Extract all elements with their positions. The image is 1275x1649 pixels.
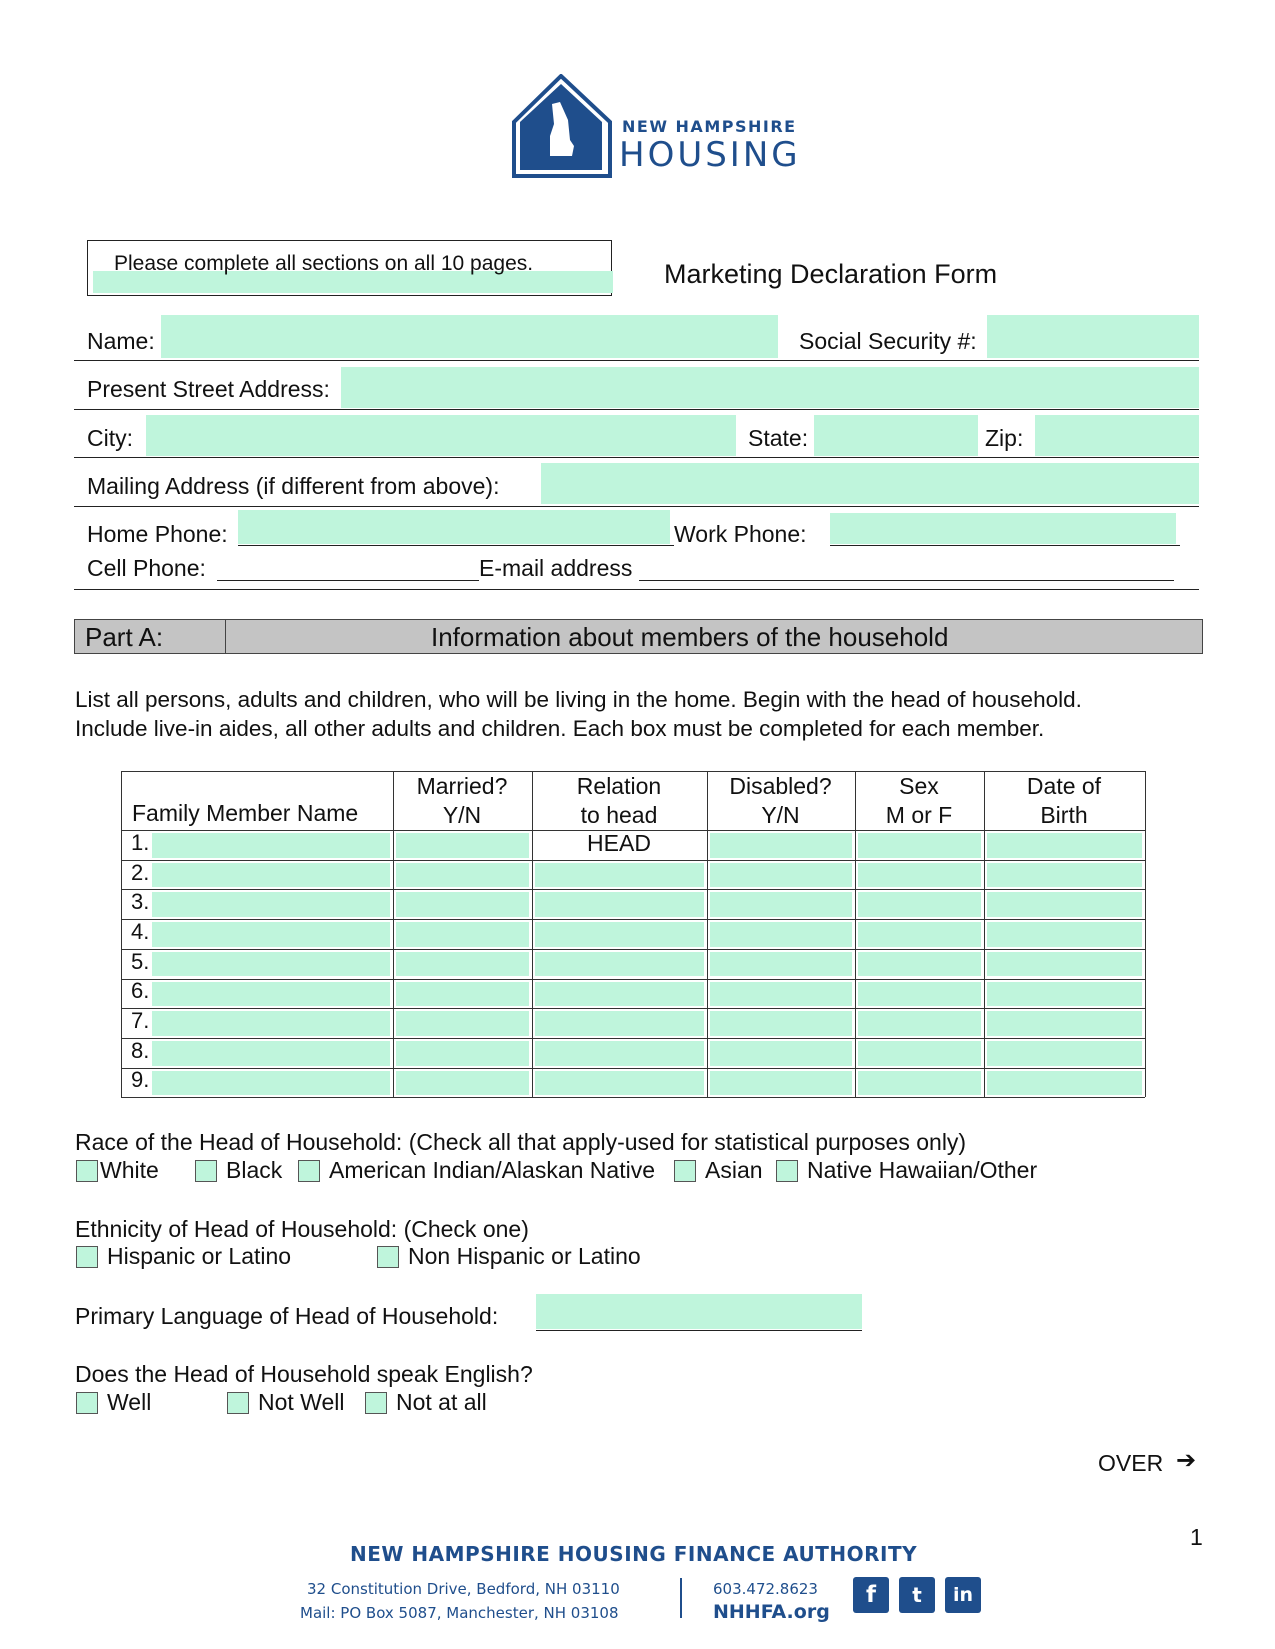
race-american-indian-checkbox[interactable] [298,1160,320,1182]
home-phone-label: Home Phone: [87,521,228,547]
footer-website: NHHFA.org [713,1601,830,1623]
work-phone-label: Work Phone: [674,521,807,547]
cell-married-input[interactable] [396,1071,529,1096]
table-row-line [121,771,1145,772]
row-number: 5. [131,949,150,974]
table-column-line [855,771,856,1097]
table-column-line [393,771,394,1097]
race-black-checkbox[interactable] [195,1160,217,1182]
cell-married-input[interactable] [396,833,529,858]
race-american-indian-label: American Indian/Alaskan Native [329,1157,655,1183]
row-number: 6. [131,978,150,1003]
col-header-sex: Sex M or F [885,773,953,828]
race-white-label: White [100,1157,159,1183]
col-header-married: Married? Y/N [416,773,508,828]
part-a-header [74,619,1203,654]
cell-married-input[interactable] [396,952,529,977]
mailing-label: Mailing Address (if different from above): [87,473,500,499]
row-number: 8. [131,1038,150,1063]
part-a-label: Part A: [85,622,164,652]
footer-phone: 603.472.8623 [713,1580,818,1598]
language-question: Primary Language of Head of Household: [75,1303,499,1329]
race-native-hawaiian-label: Native Hawaiian/Other [807,1157,1038,1183]
logo-line2: HOUSING [619,135,801,175]
ethnicity-non-hispanic-checkbox[interactable] [377,1246,399,1268]
table-column-line [707,771,708,1097]
cell-dob-input[interactable] [987,1041,1142,1066]
home-phone-underline [238,545,674,546]
table-row-line [121,860,1145,861]
form-title: Marketing Declaration Form [664,259,998,289]
cell-relation-input[interactable] [535,1011,704,1036]
cell-dob-input[interactable] [987,1011,1142,1036]
city-label: City: [87,425,133,451]
cell-relation-input[interactable] [535,952,704,977]
cell-sex-input[interactable] [858,833,981,858]
race-native-hawaiian-checkbox[interactable] [776,1160,798,1182]
cell-relation-input[interactable] [535,1071,704,1096]
cell-name-input[interactable] [152,1071,390,1096]
part-a-divider [225,620,226,653]
row-number: 4. [131,919,150,944]
cell-name-input[interactable] [152,1041,390,1066]
footer-separator [680,1578,682,1618]
row-number: 7. [131,1008,150,1033]
col-header-relation: Relation to head [576,773,662,828]
cell-dob-input[interactable] [987,952,1142,977]
race-asian-label: Asian [705,1157,763,1183]
english-well-label: Well [107,1389,152,1415]
head-relation-value: HEAD [587,830,651,856]
english-not-well-checkbox[interactable] [227,1392,249,1414]
zip-label: Zip: [985,425,1024,451]
mailing-input[interactable] [541,463,1199,504]
cell-name-input[interactable] [152,863,390,888]
divider [74,506,1199,507]
footer-org: NEW HAMPSHIRE HOUSING FINANCE AUTHORITY [350,1542,918,1566]
cell-dob-input[interactable] [987,982,1142,1007]
cell-married-input[interactable] [396,892,529,917]
cell-married-input[interactable] [396,863,529,888]
race-asian-checkbox[interactable] [674,1160,696,1182]
street-label: Present Street Address: [87,376,330,402]
table-column-line [532,771,533,1097]
ethnicity-non-hispanic-label: Non Hispanic or Latino [408,1243,641,1269]
row-number: 3. [131,889,150,914]
cell-dob-input[interactable] [987,1071,1142,1096]
work-phone-underline [830,545,1180,546]
cell-sex-input[interactable] [858,1041,981,1066]
work-phone-input[interactable] [830,513,1176,544]
cell-name-input[interactable] [152,1011,390,1036]
cell-disabled-input[interactable] [710,952,852,977]
race-black-label: Black [226,1157,283,1183]
notice-box [87,240,612,296]
cell-phone-label: Cell Phone: [87,555,206,581]
house-logo-icon [510,74,612,178]
home-phone-input[interactable] [238,510,670,544]
part-a-title: Information about members of the household [431,622,949,652]
divider [74,360,1199,361]
cell-disabled-input[interactable] [710,833,852,858]
col-header-disabled: Disabled? Y/N [729,773,832,828]
cell-married-input[interactable] [396,1041,529,1066]
ethnicity-question: Ethnicity of Head of Household: (Check one) [75,1216,529,1242]
city-input[interactable] [146,415,736,456]
name-input[interactable] [161,315,778,358]
cell-sex-input[interactable] [858,922,981,947]
email-underline[interactable] [639,580,1174,581]
cell-married-input[interactable] [396,982,529,1007]
street-input[interactable] [341,367,1199,408]
divider [74,409,1199,410]
cell-relation-input[interactable] [535,982,704,1007]
divider [74,589,1199,590]
table-row-line [121,979,1145,980]
cell-sex-input[interactable] [858,863,981,888]
language-input[interactable] [536,1294,862,1329]
cell-disabled-input[interactable] [710,1071,852,1096]
english-question: Does the Head of Household speak English? [75,1361,533,1387]
over-label: OVER [1098,1450,1164,1476]
language-underline [536,1330,862,1331]
english-not-well-label: Not Well [258,1389,345,1415]
race-question: Race of the Head of Household: (Check all that apply-used for statistical purposes only) [75,1129,967,1155]
col-header-name: Family Member Name [132,800,359,826]
english-not-at-all-checkbox[interactable] [365,1392,387,1414]
table-row-line [121,949,1145,950]
table-row-line [121,889,1145,890]
cell-phone-underline[interactable] [217,580,479,581]
cell-married-input[interactable] [396,1011,529,1036]
facebook-icon[interactable]: f [853,1577,889,1613]
ethnicity-hispanic-checkbox[interactable] [76,1246,98,1268]
cell-name-input[interactable] [152,922,390,947]
cell-disabled-input[interactable] [710,982,852,1007]
cell-name-input[interactable] [152,982,390,1007]
table-row-line [121,1008,1145,1009]
cell-disabled-input[interactable] [710,1041,852,1066]
notice-text: Please complete all sections on all 10 pages. [114,252,534,275]
english-not-at-all-label: Not at all [396,1389,487,1415]
cell-relation-input[interactable] [535,922,704,947]
table-row-line [121,1038,1145,1039]
cell-dob-input[interactable] [987,892,1142,917]
arrow-right-icon: ➔ [1176,1447,1197,1474]
table-row-line [121,1068,1145,1069]
table-column-line [1145,771,1146,1097]
footer-address1: 32 Constitution Drive, Bedford, NH 03110 [307,1580,620,1598]
name-label: Name: [87,328,155,354]
cell-married-input[interactable] [396,922,529,947]
ssn-input[interactable] [987,315,1199,358]
cell-sex-input[interactable] [858,1071,981,1096]
instructions-line2: Include live-in aides, all other adults and children. Each box must be completed for each member. [75,716,1045,741]
linkedin-icon[interactable]: in [945,1577,981,1613]
cell-name-input[interactable] [152,833,390,858]
state-label: State: [748,425,809,451]
cell-disabled-input[interactable] [710,892,852,917]
cell-sex-input[interactable] [858,892,981,917]
row-number: 9. [131,1067,150,1092]
cell-relation-input[interactable] [535,863,704,888]
state-input[interactable] [814,415,978,456]
col-header-dob: Date of Birth [1026,773,1102,828]
page-number: 1 [1190,1524,1203,1550]
cell-dob-input[interactable] [987,833,1142,858]
row-number: 2. [131,860,150,885]
table-row-line [121,919,1145,920]
cell-disabled-input[interactable] [710,863,852,888]
cell-name-input[interactable] [152,952,390,977]
table-row-line [121,1097,1145,1098]
cell-dob-input[interactable] [987,863,1142,888]
instructions-line1: List all persons, adults and children, who will be living in the home. Begin with the head of household. [75,687,1082,712]
cell-sex-input[interactable] [858,952,981,977]
english-well-checkbox[interactable] [76,1392,98,1414]
logo-line1: NEW HAMPSHIRE [622,117,797,136]
cell-name-input[interactable] [152,892,390,917]
table-column-line [984,771,985,1097]
zip-input[interactable] [1035,415,1199,456]
ssn-label: Social Security #: [799,328,977,354]
cell-relation-input[interactable] [535,892,704,917]
cell-dob-input[interactable] [987,922,1142,947]
cell-disabled-input[interactable] [710,922,852,947]
row-number: 1. [131,830,150,855]
divider [74,457,1199,458]
cell-sex-input[interactable] [858,982,981,1007]
twitter-icon[interactable]: t [899,1577,935,1613]
ethnicity-hispanic-label: Hispanic or Latino [107,1243,292,1269]
table-column-line [121,771,122,1097]
cell-relation-input[interactable] [535,1041,704,1066]
cell-disabled-input[interactable] [710,1011,852,1036]
email-label: E-mail address [479,555,633,581]
race-white-checkbox[interactable] [76,1160,98,1182]
cell-sex-input[interactable] [858,1011,981,1036]
footer-address2: Mail: PO Box 5087, Manchester, NH 03108 [300,1604,619,1622]
